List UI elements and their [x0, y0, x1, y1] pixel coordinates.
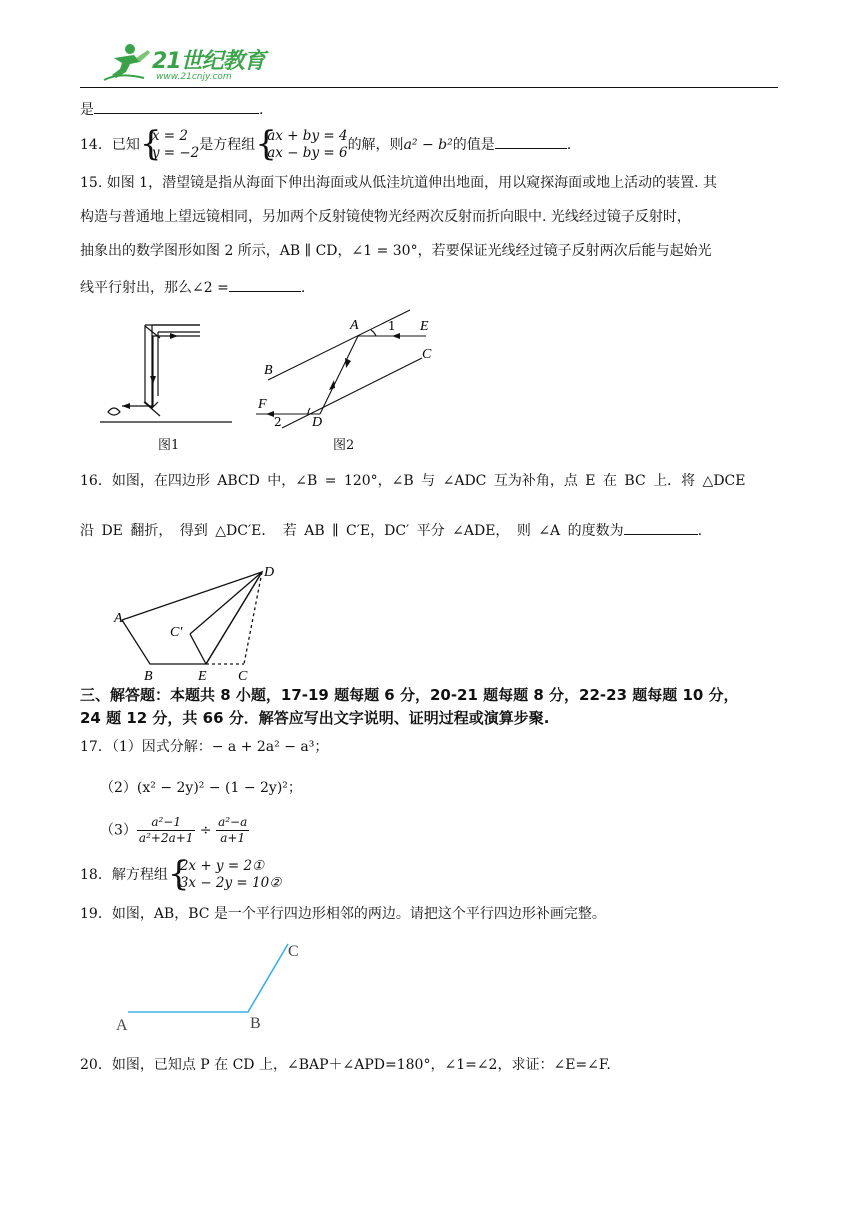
fig2-label-F: F — [258, 397, 267, 412]
fig2-label-2: 2 — [274, 415, 282, 429]
q16-label-A: A — [114, 611, 123, 626]
q14-system: { ax + by = 4 ax − by = 6 — [255, 124, 348, 164]
q18: 18．解方程组 { 2x + y = 2① 3x − 2y = 10② — [80, 854, 282, 894]
fig2-label-C: C — [422, 347, 432, 362]
q16-line-2: 沿 DE 翻折， 得到 △DC′E． 若 AB ∥ C′E，DC′ 平分 ∠ADE， 则 ∠A 的度数为 . — [80, 518, 702, 541]
q16-line-1: 16．如图，在四边形 ABCD 中，∠B = 120°，∠B 与 ∠ADC 互为补角，点 E 在 BC 上．将 △DCE — [80, 473, 746, 489]
q16-label-B: B — [144, 669, 153, 682]
q15-line-4: 线平行射出，那么∠2 = . — [80, 275, 305, 298]
logo-url: www.21cnjy.com — [156, 72, 232, 82]
header-rule — [80, 87, 778, 88]
q13-answer-blank[interactable] — [94, 97, 259, 114]
q16-figure — [110, 560, 290, 682]
q15-fig1-caption: 图1 — [158, 438, 180, 453]
q14-answer-blank[interactable] — [495, 132, 567, 149]
q14: 14．已知 { x = 2 y = −2 是方程组 { ax + by = 4 ax − by = 6 的解，则a² − b²的值是 . — [80, 124, 572, 164]
q15-figure-1 — [100, 318, 235, 430]
section-3-heading-2: 24 题 12 分，共 66 分．解答应写出文字说明、证明过程或演算步聚. — [80, 709, 550, 727]
q19-label-A: A — [116, 1017, 128, 1034]
header-logo — [100, 40, 280, 86]
q15-figure-2 — [250, 302, 450, 432]
q19-text: 19．如图，AB，BC 是一个平行四边形相邻的两边。请把这个平行四边形补画完整。 — [80, 906, 606, 922]
section-3-heading-1: 三、解答题：本题共 8 小题，17-19 题每题 6 分，20-21 题每题 8 分，22-23 题每题 10 分， — [80, 686, 739, 704]
q15-line-3: 抽象出的数学图形如图 2 所示，AB ∥ CD，∠1 = 30°，若要保证光线经过镜子反射两次后能与起始光 — [80, 243, 712, 259]
q17-part-2: （2）(x² − 2y)² − (1 − 2y)²； — [100, 780, 302, 796]
fig2-label-E: E — [420, 319, 429, 334]
fig2-label-A: A — [350, 318, 359, 333]
q17-part-1: 17．（1）因式分解：− a + 2a² − a³； — [80, 739, 329, 755]
q17-fraction-1: $\frac{\text{a²−1}}{\text{a²+2a+1}}$ — [138, 815, 194, 845]
q19-figure — [110, 938, 310, 1038]
q14-solution: { x = 2 y = −2 — [139, 124, 200, 164]
q19-label-B: B — [250, 1015, 261, 1032]
q17-part-3: （3） $\frac{\text{a²−1}}{\text{a²+2a+1}}$ ÷ $\frac{\text{a²−a}}{a+1}$ — [100, 815, 248, 845]
fig2-label-B: B — [264, 363, 273, 378]
q16-label-C: C — [238, 669, 248, 682]
q16-answer-blank[interactable] — [624, 518, 698, 535]
runner-logo-icon — [100, 42, 152, 82]
fig2-label-D: D — [312, 415, 323, 430]
q16-label-E: E — [198, 669, 207, 682]
fig2-label-1: 1 — [388, 319, 396, 333]
q13-tail: 是 . — [80, 97, 263, 120]
q18-system: { 2x + y = 2① 3x − 2y = 10② — [167, 854, 282, 894]
logo-text: 21世纪教育 — [152, 49, 265, 74]
q15-answer-blank[interactable] — [229, 275, 301, 292]
q15-line-2: 构造与普通地上望远镜相同，另加两个反射镜使物光经两次反射而折向眼中. 光线经过镜子反射时， — [80, 209, 691, 225]
q17-fraction-2: $\frac{\text{a²−a}}{a+1}$ — [218, 815, 248, 845]
q15-line-1: 15. 如图 1，潜望镜是指从海面下伸出海面或从低洼坑道伸出地面，用以窥探海面或地上活动的装置. 其 — [80, 175, 717, 191]
q19-label-C: C — [288, 943, 299, 960]
q20-text: 20．如图，已知点 P 在 CD 上，∠BAP＋∠APD=180°，∠1=∠2，求证：∠E=∠F. — [80, 1057, 611, 1073]
q15-fig2-caption: 图2 — [333, 438, 355, 453]
q16-label-D: D — [264, 565, 275, 580]
q16-label-Cp: C′ — [170, 625, 183, 640]
